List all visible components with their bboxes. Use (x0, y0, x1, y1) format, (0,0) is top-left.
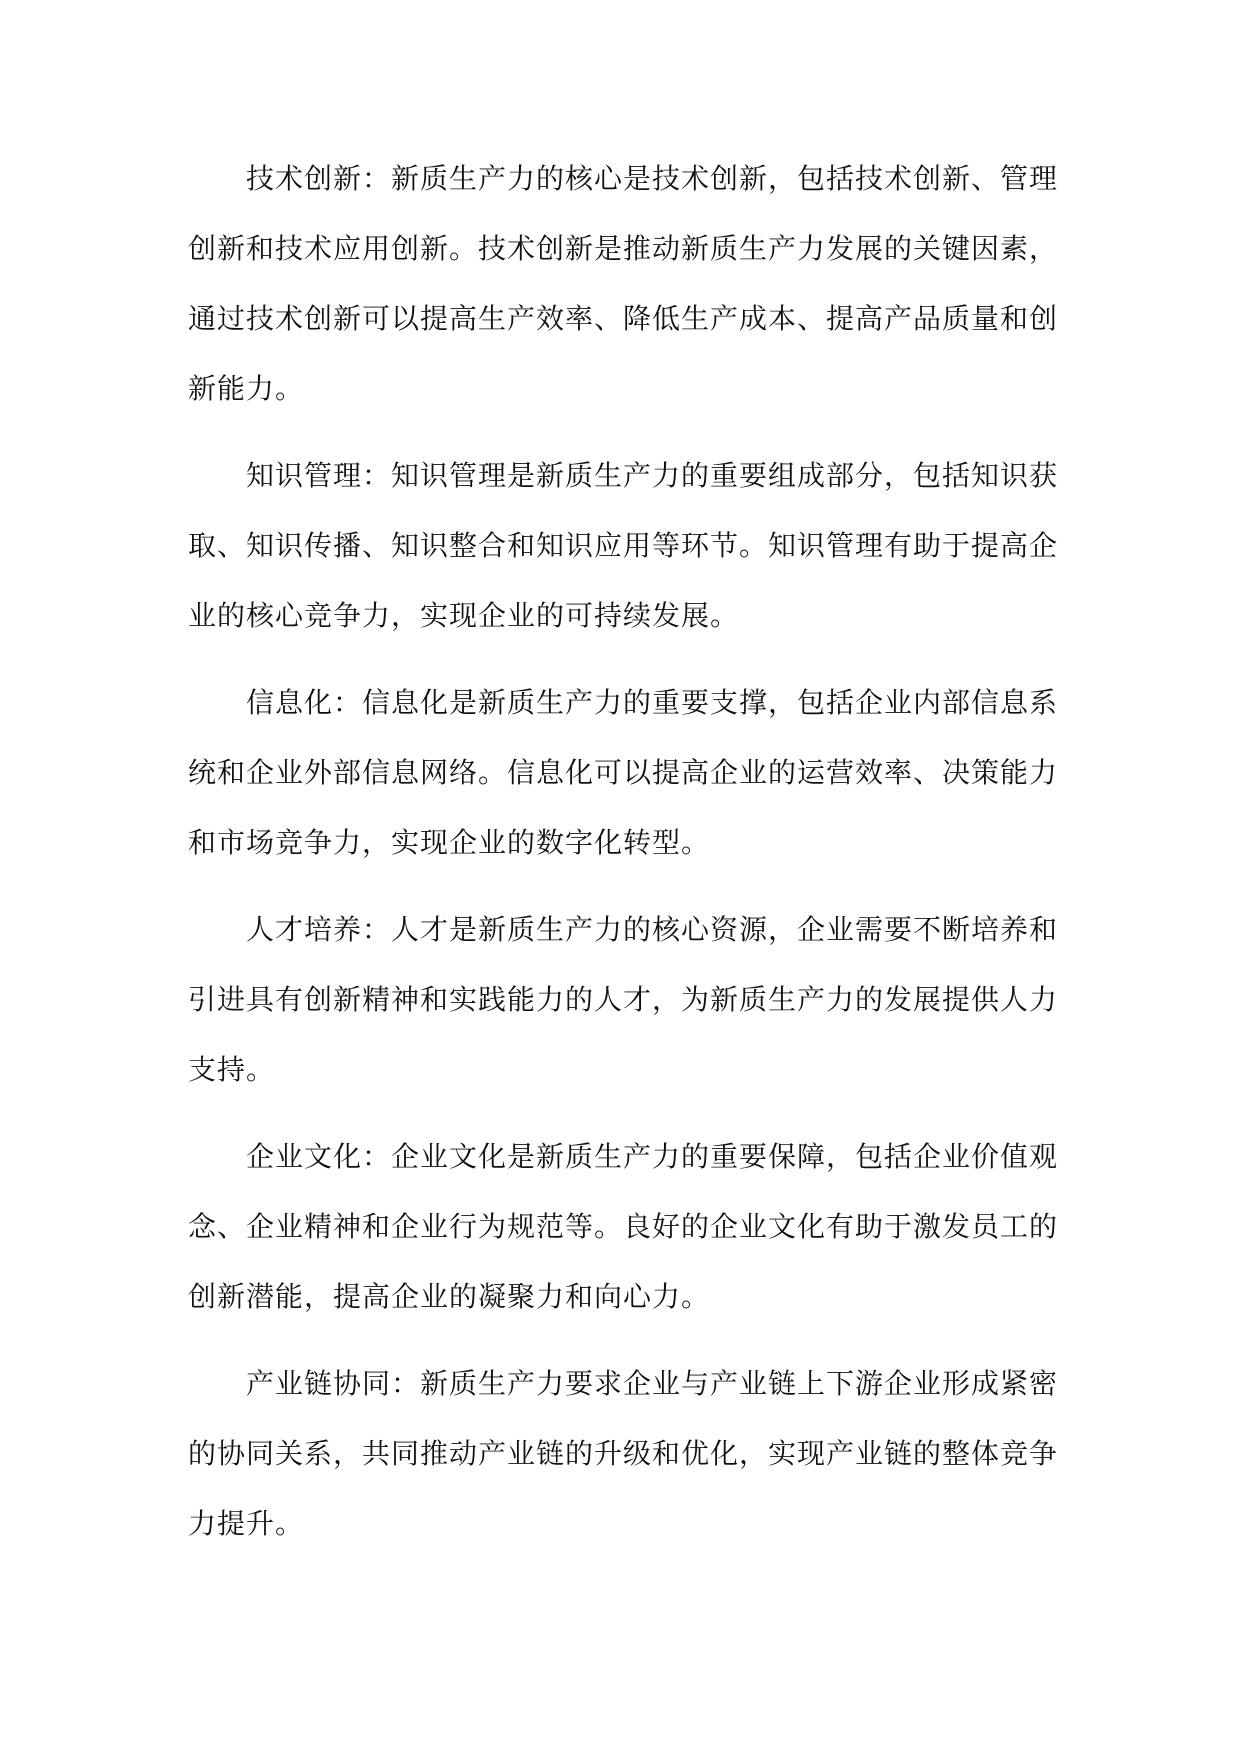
paragraph-informatization: 信息化：信息化是新质生产力的重要支撑，包括企业内部信息系统和企业外部信息网络。信息化可以提高企业的运营效率、决策能力和市场竞争力，实现企业的数字化转型。 (188, 686, 1059, 859)
document-body (188, 144, 1058, 1576)
paragraph-technology-innovation: 技术创新：新质生产力的核心是技术创新，包括技术创新、管理创新和技术应用创新。技术创新是推动新质生产力发展的关键因素，通过技术创新可以提高生产效率、降低生产成本、提高产品质量和创新能力。 (188, 162, 1059, 405)
paragraph-knowledge-management: 知识管理：知识管理是新质生产力的重要组成部分，包括知识获取、知识传播、知识整合和知识应用等环节。知识管理有助于提高企业的核心竞争力，实现企业的可持续发展。 (188, 459, 1059, 632)
paragraph-industry-chain-synergy: 产业链协同：新质生产力要求企业与产业链上下游企业形成紧密的协同关系，共同推动产业链的升级和优化，实现产业链的整体竞争力提升。 (188, 1367, 1059, 1540)
paragraph-corporate-culture: 企业文化：企业文化是新质生产力的重要保障，包括企业价值观念、企业精神和企业行为规范等。良好的企业文化有助于激发员工的创新潜能，提高企业的凝聚力和向心力。 (188, 1140, 1059, 1313)
paragraph-talent-cultivation: 人才培养：人才是新质生产力的核心资源，企业需要不断培养和引进具有创新精神和实践能力的人才，为新质生产力的发展提供人力支持。 (188, 913, 1059, 1086)
